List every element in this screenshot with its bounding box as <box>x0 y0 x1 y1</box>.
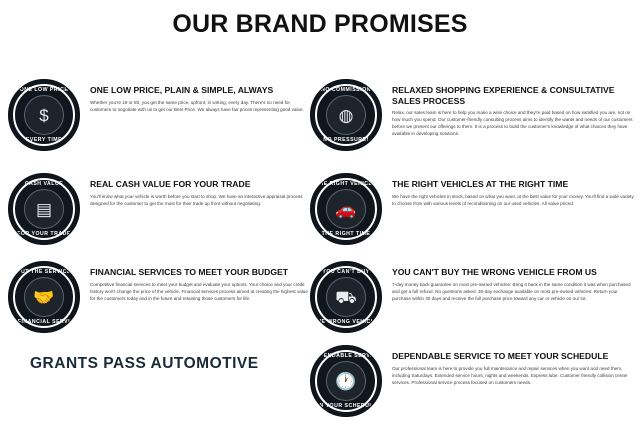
price-tag-dollar-icon <box>24 95 64 135</box>
promise-title: THE RIGHT VEHICLES AT THE RIGHT TIME <box>392 179 569 189</box>
promise-item <box>8 261 308 335</box>
badge-one-low-price <box>8 79 82 153</box>
promise-text <box>384 173 634 208</box>
promise-text <box>82 173 308 208</box>
badge-circle <box>310 173 382 245</box>
promise-title: YOU CAN'T BUY THE WRONG VEHICLE FROM US <box>392 267 597 277</box>
badge-glyph: 🤝 <box>33 287 55 307</box>
promise-text <box>384 345 634 386</box>
car-icon <box>326 189 366 229</box>
badge-dependable-service <box>310 345 384 419</box>
badge-arc-top: PUT THE SERVICE <box>17 269 71 275</box>
badge-arc-top: YOU CAN'T BUY <box>322 269 370 275</box>
promise-text <box>82 261 308 302</box>
page-title: OUR BRAND PROMISES <box>172 10 468 38</box>
promise-body: Relax, our sales team is here to help you make a wise choice and they're paid based on how satisfied you are, not on how much you spend. Our customer-friendly consulting process aims to identify the wants and needs of our customers before we present our offerings to them. It is a process to build the customer's knowledge of what choices they have available in developing solutions. <box>392 110 633 137</box>
badge-no-commission <box>310 79 384 153</box>
handshake-icon <box>24 277 64 317</box>
badge-circle <box>310 79 382 151</box>
page-root <box>0 10 640 427</box>
badge-arc-bottom: NO PRESSURE! <box>323 137 369 143</box>
badge-arc-top: DEPENDABLE SERVICE <box>311 353 381 359</box>
badge-put-the-service <box>8 261 82 335</box>
promise-body: Our professional team is here to provide you full maintenance and repair services when you want and need them, including Saturdays. Extended service hours, nights and weekends. Express lube. Customer friendly collision center services. Professional service process focused on customers needs. <box>392 365 628 385</box>
promise-title: REAL CASH VALUE FOR YOUR TRADE <box>90 179 251 189</box>
promise-item <box>8 173 308 247</box>
promise-item <box>8 79 308 153</box>
badge-arc-bottom: THE WRONG VEHICLE <box>313 319 379 325</box>
badge-glyph: 🚗 <box>335 199 357 219</box>
brand-name: GRANTS PASS AUTOMOTIVE <box>30 355 259 372</box>
promise-text <box>384 79 634 138</box>
promise-text <box>82 79 308 114</box>
promise-title: ONE LOW PRICE, PLAIN & SIMPLE, ALWAYS <box>90 85 274 95</box>
badge-right-vehicle <box>310 173 384 247</box>
badge-arc-bottom: IN FINANCIAL SERVICE <box>9 319 79 325</box>
promise-item <box>310 261 634 335</box>
badge-circle <box>310 345 382 417</box>
badge-arc-bottom: EVERY TIME <box>25 137 63 143</box>
promise-title: DEPENDABLE SERVICE TO MEET YOUR SCHEDULE <box>392 351 609 361</box>
clock-icon <box>326 361 366 401</box>
badge-arc-bottom: FOR YOUR TRADE <box>17 231 71 237</box>
promise-item <box>310 345 634 419</box>
promise-body: You'll know what your vehicle is worth before you start to shop. We have an interactive appraisal process designed for the customer to get the most for their trade up front without negotiating. <box>90 193 303 206</box>
badge-arc-top: CASH VALUE <box>24 181 64 187</box>
badge-arc-top: THE RIGHT VEHICLE <box>315 181 377 187</box>
promise-body: We have the right vehicles in stock, based on what you want, at the best value for your money. You'll find a wide variety to choose from with various levels of reconditioning on our used vehicles. All value priced. <box>392 193 634 206</box>
badge-cant-buy-wrong <box>310 261 384 335</box>
promise-title: FINANCIAL SERVICES TO MEET YOUR BUDGET <box>90 267 288 277</box>
badge-circle <box>310 261 382 333</box>
badge-circle <box>8 173 80 245</box>
badge-glyph: ◍ <box>338 105 354 125</box>
badge-circle <box>8 79 80 151</box>
promise-text <box>384 261 634 302</box>
promise-title: RELAXED SHOPPING EXPERIENCE & CONSULTATIVE SALES PROCESS <box>392 85 615 106</box>
promise-item <box>310 79 634 153</box>
promise-body: 7-day money back guarantee on most pre-owned vehicles: Bring it back in the same condition it was when purchased and get a full refund. No questions asked. 30-day exchange available on most pre-owned vehicles: Return your purchase within 30 days and receive the full purchase price toward any car or vehicle on our lot. <box>392 281 631 301</box>
badge-arc-top: ONE LOW PRICE <box>19 87 69 93</box>
badge-cash-value <box>8 173 82 247</box>
money-stack-icon <box>24 189 64 229</box>
badge-arc-bottom: THE RIGHT TIME <box>321 231 371 237</box>
two-cars-icon <box>326 277 366 317</box>
badge-glyph: 🕐 <box>335 371 357 391</box>
badge-arc-bottom: ON YOUR SCHEDULE <box>314 403 378 409</box>
badge-glyph: $ <box>39 105 49 125</box>
promise-item <box>310 173 634 247</box>
badge-glyph: ⛟ <box>335 287 357 307</box>
badge-glyph: ▤ <box>35 199 53 219</box>
promise-body: Competitive financial services to meet your budget and evaluate your options. Your choice and your credit history won't change the price of the vehicle. Financial services process aimed at creating the highest value for the customers today and in the future and retaining those customers for life. <box>90 281 308 301</box>
promise-body: Whether you're 18 or 80, you get the same price, upfront, in writing, every day. There's no need for customers to negotiate with us to get our Best Price. We always have fair prices representing good value. <box>90 99 304 112</box>
badge-arc-top: NO COMMISSION <box>321 87 371 93</box>
speedometer-icon <box>326 95 366 135</box>
badge-circle <box>8 261 80 333</box>
